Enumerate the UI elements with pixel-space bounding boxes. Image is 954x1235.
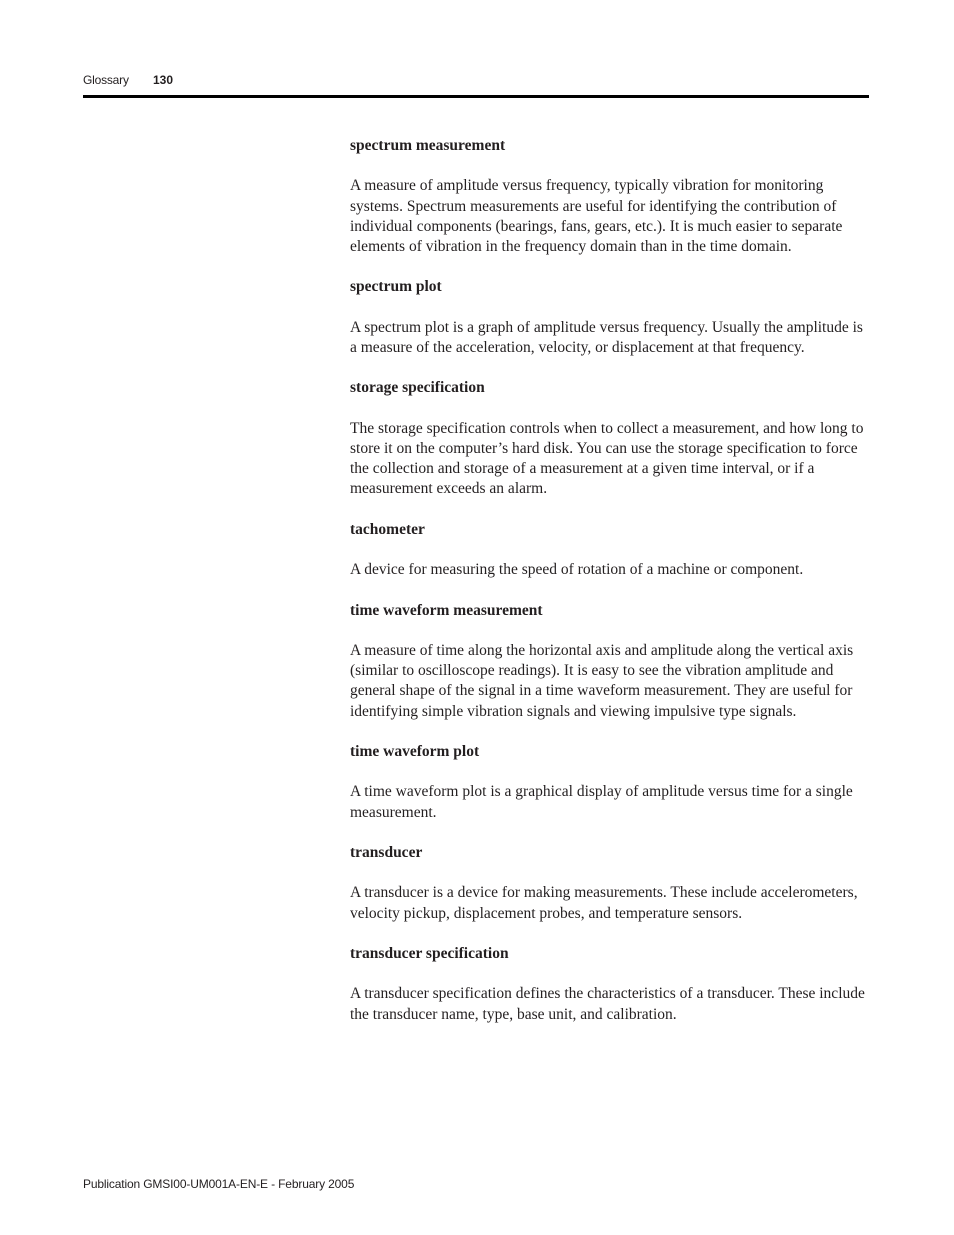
glossary-definition: A transducer specification defines the characteristics of a transducer. These include the transducer name, type, base unit, and calibration. — [350, 985, 865, 1023]
glossary-entry — [350, 944, 872, 1025]
glossary-entry — [350, 378, 872, 499]
glossary-entry — [350, 601, 872, 722]
glossary-term: spectrum plot — [350, 278, 442, 296]
glossary-term: tachometer — [350, 520, 425, 538]
glossary-list — [350, 136, 872, 1045]
glossary-term: spectrum measurement — [350, 137, 506, 154]
glossary-definition: A spectrum plot is a graph of amplitude versus frequency. Usually the amplitude is a measure of the acceleration, velocity, or displacement at that frequency. — [350, 318, 863, 356]
header-rule — [83, 95, 869, 98]
glossary-term: time waveform plot — [350, 742, 480, 760]
page-header — [83, 72, 869, 90]
glossary-definition: A transducer is a device for making measurements. These include accelerometers, velocity pickup, displacement probes, and temperature sensors. — [350, 884, 858, 922]
glossary-definition: A device for measuring the speed of rotation of a machine or component. — [350, 561, 804, 579]
glossary-entry — [350, 843, 872, 924]
glossary-term: storage specification — [350, 379, 485, 397]
header-section-title: Glossary — [83, 73, 129, 87]
glossary-definition: A measure of amplitude versus frequency, typically vibration for monitoring systems. Spectrum measurements are useful for identifying the contribution of individual components (bearings, fans, gears, etc.). It is much easier to separate elements of vibration in the frequency domain than in the time domain. — [350, 177, 843, 255]
glossary-definition: The storage specification controls when to collect a measurement, and how long to store it on the computer’s hard disk. You can use the storage specification to force the collection and storage of a measurement at a given time interval, or if a measurement exceeds an alarm. — [350, 419, 864, 498]
glossary-entry — [350, 136, 872, 257]
publication-footer: Publication GMSI00-UM001A-EN-E - February 2005 — [83, 1177, 355, 1191]
glossary-definition: A measure of time along the horizontal axis and amplitude along the vertical axis (similar to oscilloscope readings). It is easy to see the vibration amplitude and general shape of the signal in a time waveform measurement. They are useful for identifying simple vibration signals and viewing impulsive type signals. — [350, 641, 854, 720]
glossary-entry — [350, 277, 872, 358]
glossary-entry — [350, 742, 872, 823]
glossary-term: transducer specification — [350, 944, 509, 962]
glossary-entry — [350, 520, 872, 581]
glossary-term: transducer — [350, 843, 423, 861]
glossary-term: time waveform measurement — [350, 601, 543, 619]
header-page-number: 130 — [153, 73, 174, 87]
glossary-definition: A time waveform plot is a graphical display of amplitude versus time for a single measurement. — [350, 783, 853, 821]
